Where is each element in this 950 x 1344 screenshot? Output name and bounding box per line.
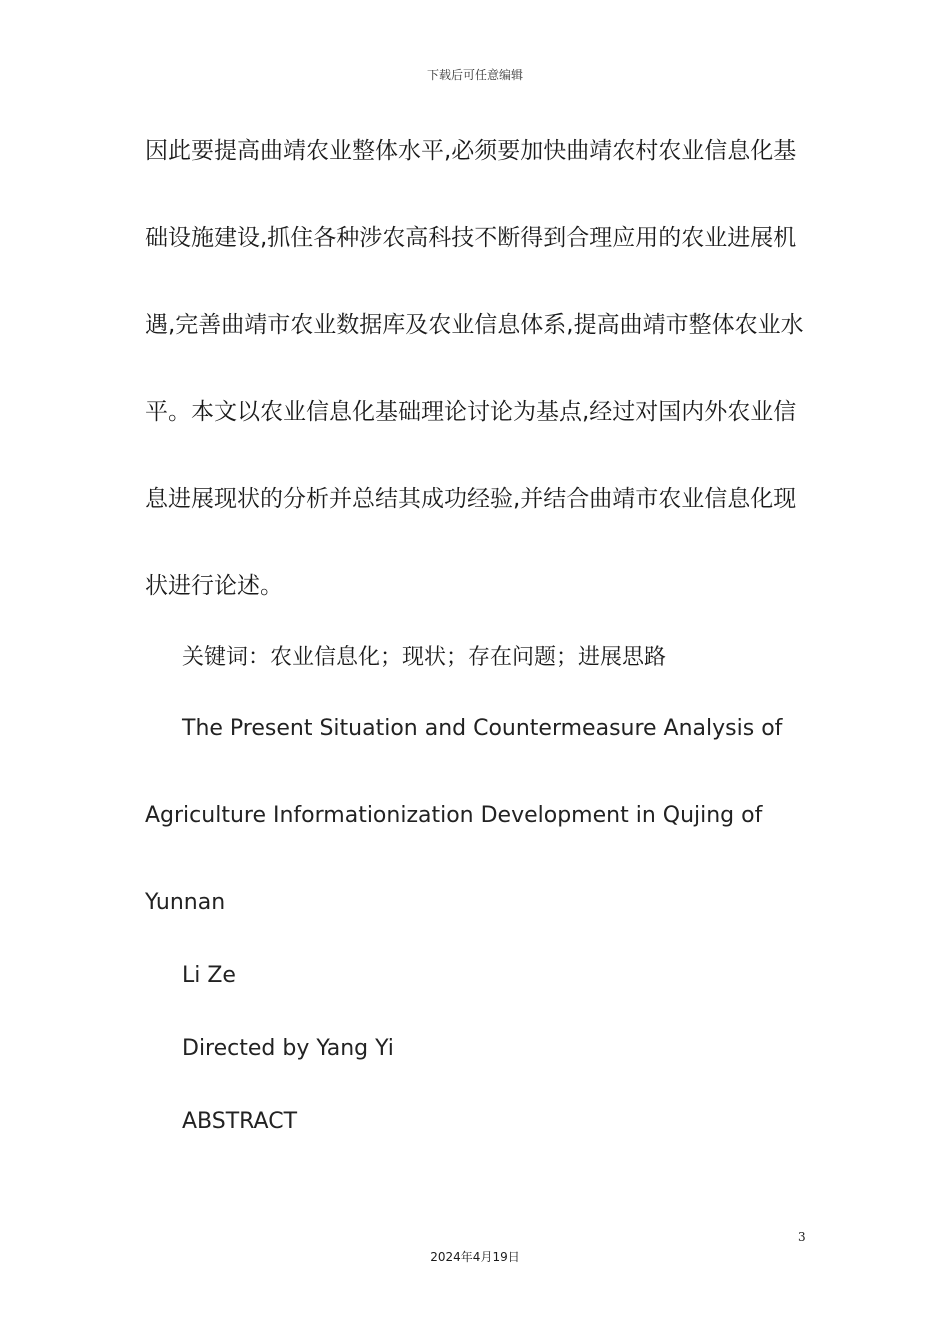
paragraph-line: 因此要提高曲靖农业整体水平,必须要加快曲靖农村农业信息化基 [145,138,797,164]
english-title-line: The Present Situation and Countermeasure Analysis of [182,716,783,741]
paragraph-line: 遇,完善曲靖市农业数据库及农业信息体系,提高曲靖市整体农业水 [145,312,804,338]
page-number: 3 [798,1230,806,1244]
paragraph-line: 息进展现状的分析并总结其成功经验,并结合曲靖市农业信息化现 [145,486,797,512]
footer-date: 2024年4月19日 [430,1250,520,1264]
author-name: Li Ze [182,963,236,988]
abstract-heading: ABSTRACT [182,1109,298,1134]
paragraph-line: 础设施建设,抓住各种涉农高科技不断得到合理应用的农业进展机 [145,225,797,251]
page-header: 下载后可任意编辑 [426,68,523,82]
paragraph-line: 状进行论述。 [145,573,283,599]
english-title-line: Agriculture Informationization Development in Qujing of [145,803,763,828]
keywords-line: 关键词：农业信息化；现状；存在问题；进展思路 [182,645,667,670]
abstract-chinese-paragraph [145,108,805,630]
english-title-line: Yunnan [145,890,226,915]
paragraph-line: 平。本文以农业信息化基础理论讨论为基点,经过对国内外农业信 [145,399,797,425]
advisor-line: Directed by Yang Yi [182,1036,394,1061]
